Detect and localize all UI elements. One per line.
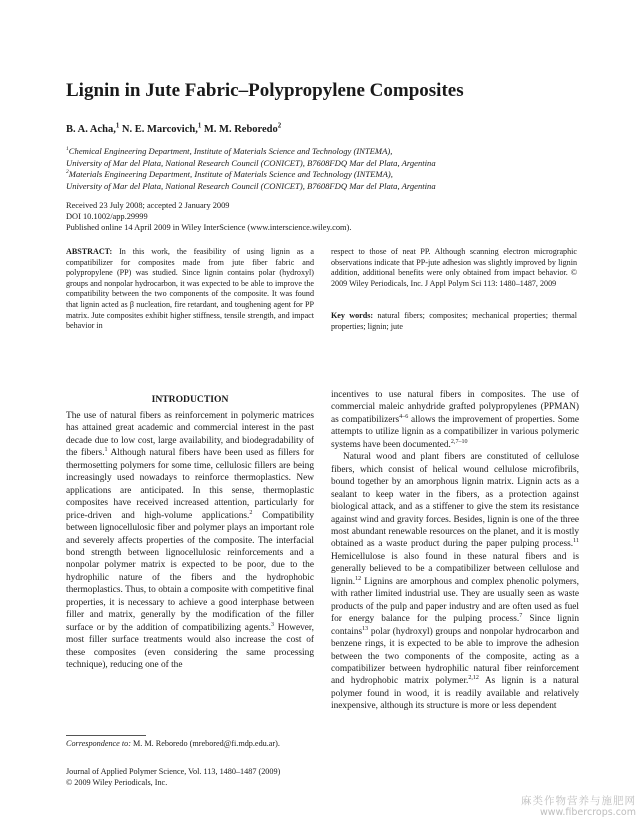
watermark-url: www.fibercrops.com bbox=[539, 807, 636, 818]
paragraph bbox=[331, 389, 579, 451]
affiliation-line: University of Mar del Plata, National Research Council (CONICET), B7608FDQ Mar del Plata, Argentina bbox=[66, 157, 436, 168]
affiliation-text: Materials Engineering Department, Institute of Materials Science and Technology (INTEMA), bbox=[68, 169, 393, 180]
affiliation-marker: 1 bbox=[197, 122, 202, 130]
publication-dates bbox=[66, 200, 351, 234]
affiliation-marker: 1 bbox=[115, 122, 120, 130]
body-column-left bbox=[66, 410, 314, 672]
watermark bbox=[521, 796, 636, 818]
affiliation-marker: 2 bbox=[66, 169, 69, 176]
author-name: M. M. Reboredo bbox=[201, 124, 278, 135]
citation: 11 bbox=[573, 538, 579, 545]
text-run: The use of natural fibers as reinforcement in polymeric matrices has attained great academic and commercial interest in the past decade due to low cost, large availability, and biodegradability of the fibers. bbox=[66, 411, 314, 459]
text-run: As lignin is a natural polymer found in wood, it is readily available and relatively inexpensive, although its structure is more or less dependent bbox=[331, 676, 579, 712]
affiliation-line: University of Mar del Plata, National Research Council (CONICET), B7608FDQ Mar del Plata, Argentina bbox=[66, 180, 436, 191]
paragraph bbox=[66, 410, 314, 672]
citation: 4–6 bbox=[399, 413, 409, 420]
copyright: © 2009 Wiley Periodicals, Inc. bbox=[66, 777, 168, 787]
watermark-text: 麻类作物营养与施肥网 bbox=[521, 795, 636, 807]
paragraph bbox=[331, 451, 579, 713]
keywords-label: Key words: bbox=[331, 311, 374, 320]
published-date: Published online 14 April 2009 in Wiley InterScience (www.interscience.wiley.com). bbox=[66, 223, 352, 233]
text-run: Compatibility between lignocellulosic fiber and polymer plays an important role and severely affects properties of the composite. The interfacial bond strength between lignocellulosic reinforcements and a nonpolar polymer matrix is expected to be poor, due to the hydrophilic nature of the fibers and the hydrophobic thermoplastics. Thus, to obtain a composite with competitive final properties, it is necessary to achieve a good interphase between filler and matrix, generally by the modification of the filler surface or by the addition of compatibilizing agents. bbox=[66, 510, 315, 633]
text-run: However, most filler surface treatments would also increase the cost of these composites (even considering the same processing technique), reducing one of the bbox=[66, 622, 315, 671]
keywords-text: natural fibers; composites; mechanical properties; thermal properties; lignin; jute bbox=[331, 311, 577, 331]
text-run: Although natural fibers have been used as fillers for thermosetting polymers for some time, cellulosic fillers are being increasingly used nowadays to reinforce thermoplastics. New applications are anticipated. In this sense, thermoplastic composites have received increased attention, particularly for price-driven and high-volume applications. bbox=[66, 448, 314, 521]
affiliation-marker: 2 bbox=[277, 122, 282, 130]
abstract-text: In this work, the feasibility of using lignin as a compatibilizer for composites made from jute fiber fabric and polypropylene (PP) was studied. Since lignin contains polar (hydroxyl) groups and nonpolar hydrocarbon, it was expected to be able to improve the compatibility between the two components of the composite. It was found that lignin acted as β nucleation, fire retardant, and toughening agent for PP matrix. Jute composites exhibit higher stiffness, tensile strength, and impact behavior in bbox=[66, 247, 314, 331]
text-run: allows the improvement of properties. Some attempts to utilize lignin as a compatibilizer in various polymeric systems have been documented. bbox=[331, 414, 579, 450]
citation: 2 bbox=[249, 509, 253, 516]
text-run: Lignins are amorphous and complex phenolic polymers, with rather limited industrial use. They are usually seen as waste products of the pulp and paper industry and are often used as fuel for energy balance for the pulping process. bbox=[331, 576, 579, 625]
paper-title: Lignin in Jute Fabric–Polypropylene Composites bbox=[66, 80, 464, 101]
citation: 12 bbox=[355, 575, 362, 582]
author-list bbox=[66, 124, 281, 135]
text-run: Since lignin contains bbox=[331, 614, 579, 637]
affiliation-marker: 1 bbox=[66, 146, 69, 153]
journal-info bbox=[66, 767, 326, 788]
footnote-label: Correspondence to: bbox=[66, 739, 131, 748]
text-run: polar (hydroxyl) groups and nonpolar hydrocarbon and benzene rings, it is expected to be able to improve the adhesion between the two components of the composite, acting as a compatibilizer between hydrophilic natural fiber reinforcement and hydrophobic matrix polymer. bbox=[331, 626, 579, 687]
footnote-text: M. M. Reboredo (mrebored@fi.mdp.edu.ar). bbox=[130, 739, 280, 748]
affiliation-text: Chemical Engineering Department, Institute of Materials Science and Technology (INTEMA), bbox=[68, 146, 393, 156]
body-column-right bbox=[331, 389, 579, 713]
affiliation-line bbox=[66, 146, 436, 158]
journal-citation: Journal of Applied Polymer Science, Vol. 113, 1480–1487 (2009) bbox=[66, 767, 281, 776]
section-heading-introduction: INTRODUCTION bbox=[151, 394, 229, 405]
citation: 7 bbox=[519, 613, 523, 620]
citation: 2,12 bbox=[468, 675, 479, 682]
author-name: N. E. Marcovich, bbox=[119, 124, 198, 135]
abstract-right: respect to those of neat PP. Although scanning electron micrographic observations indicate that PP-jute adhesion was slightly improved by lignin addition, additional benefits were only obtained from impact behavior. © 2009 Wiley Periodicals, Inc. J Appl Polym Sci 113: 1480–1487, 2009 bbox=[331, 247, 577, 288]
keywords bbox=[331, 311, 577, 332]
correspondence-footnote bbox=[66, 739, 314, 750]
received-date: Received 23 July 2008; accepted 2 January 2009 bbox=[66, 201, 230, 210]
citation: 13 bbox=[362, 625, 369, 632]
author-name: B. A. Acha, bbox=[66, 124, 116, 135]
text-run: Hemicellulose is also found in these natural fibers and is generally believed to be a compatibilizer between cellulose and lignin. bbox=[331, 551, 579, 587]
citation: 1 bbox=[104, 447, 108, 454]
text-run: Natural wood and plant fibers are constituted of cellulose fibers, which consist of helical wound cellulose microfibrils, bound together by an amorphous lignin matrix. Lignin acts as a sealant to keep water in the fibers, as a protection against biological attack, and as a stiffener to give the stem its resistance against wind and gravity forces. Besides, lignin is one of the three most abundant renewable resources on the planet, and it is mostly obtained as a waste product during the paper pulping process. bbox=[331, 452, 579, 550]
doi: DOI 10.1002/app.29999 bbox=[66, 212, 148, 222]
abstract-left bbox=[66, 247, 314, 332]
abstract-label: ABSTRACT: bbox=[66, 247, 113, 256]
footnote-divider bbox=[66, 735, 146, 736]
affiliations bbox=[66, 146, 436, 192]
text-run: incentives to use natural fibers in composites. The use of commercial maleic anhydride grafted polypropylenes (PPMAN) as compatibilizers bbox=[331, 390, 579, 425]
citation: 2,7–10 bbox=[450, 438, 468, 445]
affiliation-line bbox=[66, 169, 436, 181]
citation: 3 bbox=[271, 621, 275, 628]
